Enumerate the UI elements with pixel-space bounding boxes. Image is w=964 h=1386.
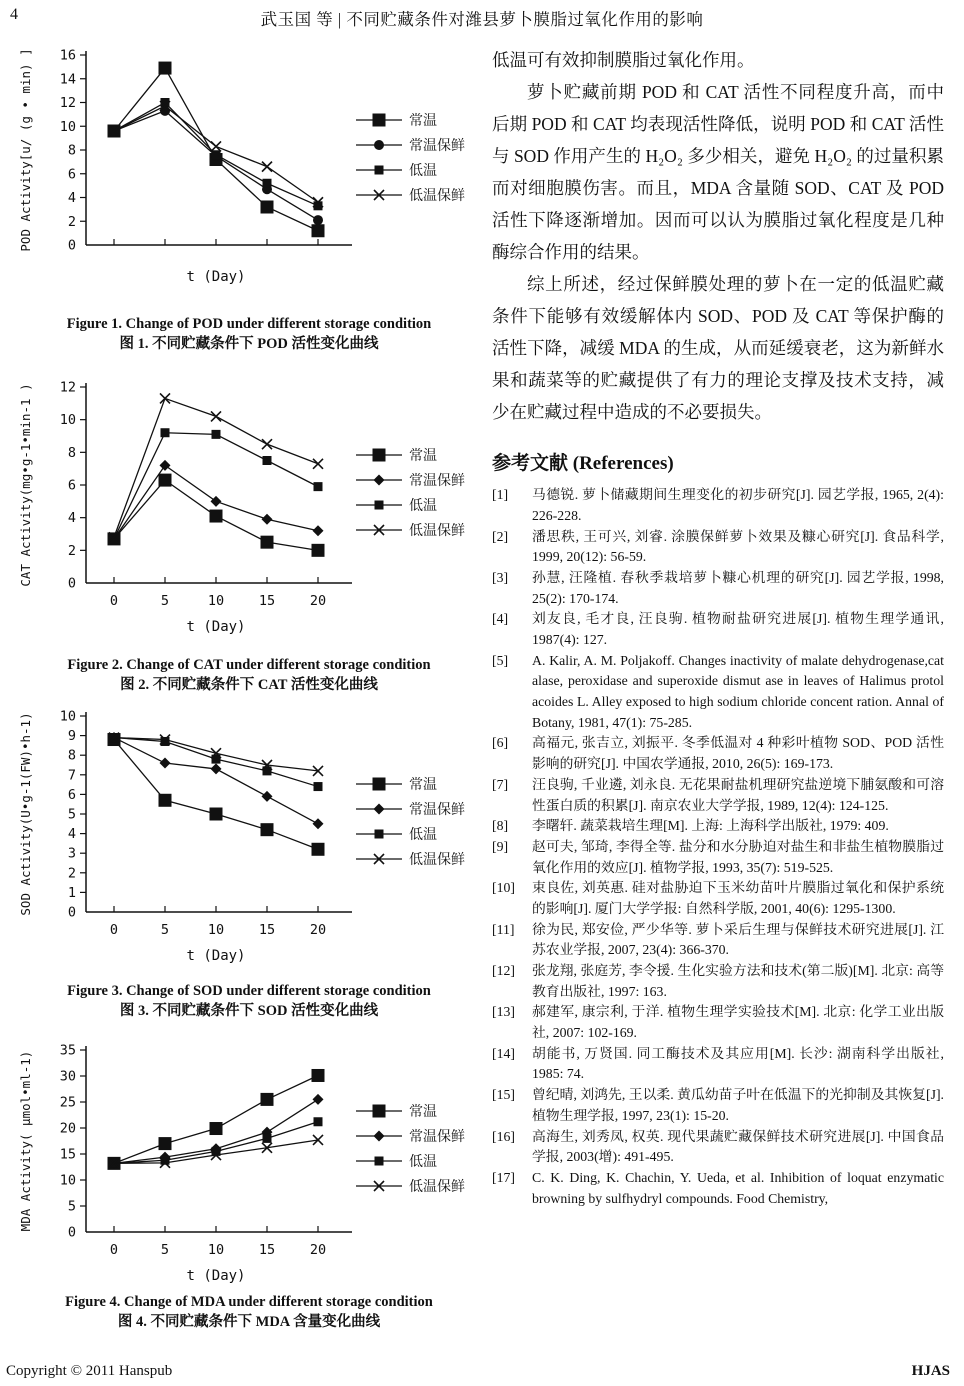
figure-4-caption-en: Figure 4. Change of MDA under different storage condition: [65, 1294, 433, 1310]
svg-text:6: 6: [67, 786, 76, 803]
reference-number: [8]: [492, 818, 509, 834]
svg-text:25: 25: [59, 1094, 76, 1111]
svg-text:20: 20: [59, 1120, 76, 1137]
svg-text:常温保鲜: 常温保鲜: [409, 139, 465, 154]
svg-text:3: 3: [67, 845, 76, 862]
svg-text:10: 10: [59, 1172, 76, 1189]
reference-item: [492, 651, 944, 734]
reference-number: [2]: [492, 528, 509, 544]
figure-2-cat: [14, 375, 484, 696]
svg-text:20: 20: [309, 922, 327, 938]
figure-1-caption: [14, 314, 484, 355]
svg-text:常温: 常温: [409, 114, 437, 129]
figure-3-caption-zh: 图 3. 不同贮藏条件下 SOD 活性变化曲线: [119, 1003, 379, 1020]
figure-3-sod: [14, 700, 484, 1022]
figure-1-caption-zh: 图 1. 不同贮藏条件下 POD 活性变化曲线: [119, 336, 379, 353]
reference-number: [13]: [492, 1004, 515, 1020]
svg-text:t (Day): t (Day): [186, 948, 246, 964]
svg-text:t (Day): t (Day): [186, 269, 246, 285]
reference-number: [3]: [492, 569, 509, 585]
svg-text:16: 16: [59, 47, 76, 64]
svg-text:9: 9: [67, 728, 76, 745]
page-number: 4: [10, 6, 18, 23]
figure-4-mda: [14, 1040, 484, 1333]
reference-text: 郝建军, 康宗利, 于洋. 植物生理学实验技术[M]. 北京: 化学工业出版社, 2007: 102-169.: [532, 1004, 944, 1041]
reference-item: [492, 527, 944, 568]
journal-abbreviation: HJAS: [911, 1363, 950, 1379]
figure-2-caption-en: Figure 2. Change of CAT under different storage condition: [67, 657, 431, 673]
copyright-notice: Copyright © 2011 Hanspub: [6, 1363, 173, 1379]
svg-text:常温: 常温: [409, 778, 437, 793]
svg-text:5: 5: [160, 922, 170, 938]
pod-line-chart: [14, 45, 484, 290]
svg-text:常温保鲜: 常温保鲜: [409, 803, 465, 818]
svg-text:2: 2: [67, 865, 76, 882]
reference-item: [492, 920, 944, 961]
reference-text: 汪良驹, 千业遴, 刘永良. 无花果耐盐机理研究盐逆境下脯氨酸和可溶性蛋白质的积累[J]. 南京农业大学学报, 1989, 12(4): 124-125.: [532, 776, 944, 813]
svg-text:常温: 常温: [409, 449, 437, 464]
svg-text:12: 12: [59, 379, 76, 396]
svg-text:1: 1: [67, 884, 76, 901]
reference-number: [12]: [492, 963, 515, 978]
svg-text:2: 2: [67, 213, 76, 230]
svg-text:低温: 低温: [409, 828, 437, 843]
svg-text:8: 8: [67, 747, 76, 764]
svg-text:14: 14: [59, 71, 76, 88]
reference-item: [492, 1044, 944, 1085]
svg-text:20: 20: [309, 593, 327, 609]
svg-text:35: 35: [59, 1042, 76, 1059]
figure-2-caption: [14, 655, 484, 696]
body-paragraph: 萝卜贮藏前期 POD 和 CAT 活性不同程度升高，而中后期 POD 和 CAT 均表现活性降低，说明 POD 和 CAT 活性与 SOD 作用产生的 H₂O₂ 多少相关，避免 H₂O₂ 的过量积累而对细胞膜伤害。而且，MDA 含量随 SOD、CAT 及 POD 活性下降逐渐增加。因而可以认为膜脂过氧化程度是几种酶综合作用的结果。: [492, 82, 944, 263]
svg-text:SOD Activity(U•g-1(FW)•h-1): SOD Activity(U•g-1(FW)•h-1): [18, 712, 33, 916]
svg-text:0: 0: [67, 904, 76, 921]
svg-text:10: 10: [207, 593, 225, 609]
figure-1-pod: [14, 45, 484, 355]
figure-3-caption: [14, 981, 484, 1022]
svg-text:低温保鲜: 低温保鲜: [409, 189, 465, 204]
figure-4-caption-zh: 图 4. 不同贮藏条件下 MDA 含量变化曲线: [117, 1314, 381, 1331]
reference-item: [492, 733, 944, 774]
svg-text:CAT Activity(mg•g-1•min-1 ): CAT Activity(mg•g-1•min-1 ): [18, 383, 33, 587]
svg-text:0: 0: [109, 593, 119, 609]
reference-text: 高福元, 张吉立, 刘振平. 冬季低温对 4 种彩叶植物 SOD、POD 活性影响的研究[J]. 中国农学通报, 2010, 26(5): 169-173.: [532, 735, 944, 772]
reference-item: [492, 1168, 944, 1209]
reference-text: 张龙翔, 张庭芳, 李令援. 生化实验方法和技术(第二版)[M]. 北京: 高等教育出版社, 1997: 163.: [532, 963, 944, 999]
figure-1-caption-en: Figure 1. Change of POD under different storage condition: [66, 316, 432, 332]
reference-number: [17]: [492, 1169, 515, 1185]
svg-text:15: 15: [258, 593, 276, 609]
reference-text: 徐为民, 郑安俭, 严少华等. 萝卜采后生理与保鲜技术研究进展[J]. 江苏农业学报, 2007, 23(4): 366-370.: [532, 921, 944, 958]
reference-item: [492, 775, 944, 816]
running-header-title: 武玉国 等 | 不同贮藏条件对潍县萝卜膜脂过氧化作用的影响: [260, 10, 704, 29]
figure-3-caption-en: Figure 3. Change of SOD under different storage condition: [67, 983, 431, 999]
pod-chart-svg: [14, 45, 484, 290]
svg-text:低温: 低温: [409, 1155, 437, 1170]
svg-text:8: 8: [67, 142, 76, 159]
reference-number: [9]: [492, 838, 509, 854]
svg-text:4: 4: [67, 510, 76, 527]
svg-text:0: 0: [67, 575, 76, 592]
text-column: [492, 44, 944, 1209]
svg-text:10: 10: [59, 708, 76, 725]
svg-text:t (Day): t (Day): [186, 1268, 246, 1284]
svg-text:5: 5: [67, 1198, 76, 1215]
svg-text:t (Day): t (Day): [186, 619, 246, 635]
svg-text:15: 15: [59, 1146, 76, 1163]
svg-text:7: 7: [67, 767, 76, 784]
cat-line-chart: [14, 375, 484, 643]
reference-number: [7]: [492, 776, 509, 792]
svg-text:MDA Activity( μmol•ml-1): MDA Activity( μmol•ml-1): [18, 1050, 33, 1232]
reference-text: 李曙轩. 蔬菜栽培生理[M]. 上海: 上海科学出版社, 1979: 409.: [532, 818, 889, 834]
svg-text:6: 6: [67, 166, 76, 183]
reference-number: [1]: [492, 487, 509, 503]
figure-2-caption-zh: 图 2. 不同贮藏条件下 CAT 活性变化曲线: [120, 677, 378, 694]
reference-number: [5]: [492, 652, 509, 668]
svg-text:15: 15: [258, 1242, 276, 1258]
svg-text:30: 30: [59, 1068, 76, 1085]
sod-line-chart: [14, 700, 484, 972]
svg-text:4: 4: [67, 826, 76, 843]
svg-text:低温保鲜: 低温保鲜: [409, 524, 465, 539]
reference-item: [492, 1002, 944, 1043]
reference-text: 高海生, 刘秀凤, 权英. 现代果蔬贮藏保鲜技术研究进展[J]. 中国食品学报, 2003(增): 491-495.: [532, 1128, 944, 1165]
svg-text:0: 0: [109, 922, 119, 938]
reference-text: 潘思秩, 王可兴, 刘睿. 涂膜保鲜萝卜效果及糠心研究[J]. 食品科学, 1999, 20(12): 56-59.: [532, 528, 944, 565]
svg-text:10: 10: [59, 118, 76, 135]
svg-text:0: 0: [67, 237, 76, 254]
cat-chart-svg: [14, 375, 484, 643]
reference-item: [492, 816, 944, 837]
svg-text:低温: 低温: [409, 164, 437, 179]
svg-text:8: 8: [67, 444, 76, 461]
reference-text: 束良佐, 刘英惠. 硅对盐胁迫下玉米幼苗叶片膜脂过氧化和保护系统的影响[J]. 厦门大学学报: 自然科学版, 2001, 40(6): 1295-1300.: [532, 880, 944, 916]
references-list: [492, 485, 944, 1209]
reference-number: [11]: [492, 921, 515, 937]
svg-text:0: 0: [67, 1224, 76, 1241]
reference-item: [492, 568, 944, 609]
svg-text:20: 20: [309, 1242, 327, 1258]
reference-number: [14]: [492, 1045, 515, 1061]
svg-text:常温保鲜: 常温保鲜: [409, 1130, 465, 1145]
svg-text:常温保鲜: 常温保鲜: [409, 474, 465, 489]
mda-line-chart: [14, 1040, 484, 1288]
reference-text: C. K. Ding, K. Chachin, Y. Ueda, et al. Inhibition of loquat enzymatic browning by sulfhydryl compounds. Food Chemistry,: [532, 1169, 944, 1206]
sod-chart-svg: [14, 700, 484, 972]
reference-item: [492, 1085, 944, 1126]
mda-chart-svg: [14, 1040, 484, 1288]
svg-text:10: 10: [207, 1242, 225, 1258]
reference-text: 赵可夫, 邹琦, 李得全等. 盐分和水分胁迫对盐生和非盐生植物膜脂过氧化作用的效应[J]. 植物学报, 1993, 35(7): 519-525.: [532, 838, 944, 875]
reference-number: [10]: [492, 880, 515, 896]
svg-text:5: 5: [160, 593, 170, 609]
svg-text:POD Activity[u/ (g • min) ]: POD Activity[u/ (g • min) ]: [18, 48, 33, 252]
body-paragraph: 综上所述，经过保鲜膜处理的萝卜在一定的低温贮藏条件下能够有效缓解体内 SOD、POD 及 CAT 等保护酶的活性下降，减缓 MDA 的生成，从而延缓衰老，这为新鲜水果和蔬菜等的贮藏提供了有力的理论支撑及技术支持，减少在贮藏过程中造成的不必要损失。: [492, 274, 944, 423]
reference-item: [492, 961, 944, 1002]
reference-item: [492, 485, 944, 526]
references-heading: 参考文献 (References): [492, 453, 674, 475]
svg-text:12: 12: [59, 95, 76, 111]
svg-text:低温保鲜: 低温保鲜: [409, 1180, 465, 1195]
reference-text: 马德锐. 萝卜储藏期间生理变化的初步研究[J]. 园艺学报, 1965, 2(4): 226-228.: [532, 487, 944, 523]
reference-text: 刘友良, 毛才良, 汪良驹. 植物耐盐研究进展[J]. 植物生理学通讯, 1987(4): 127.: [532, 611, 944, 647]
reference-item: [492, 837, 944, 878]
reference-number: [16]: [492, 1128, 515, 1144]
reference-item: [492, 1127, 944, 1168]
svg-text:5: 5: [160, 1242, 170, 1258]
figure-4-caption: [14, 1292, 484, 1333]
reference-item: [492, 878, 944, 919]
reference-item: [492, 609, 944, 650]
body-paragraph: 低温可有效抑制膜脂过氧化作用。: [492, 50, 755, 70]
svg-text:低温保鲜: 低温保鲜: [409, 853, 465, 868]
svg-text:15: 15: [258, 922, 276, 938]
svg-text:6: 6: [67, 477, 76, 494]
reference-text: 曾纪晴, 刘鸿先, 王以柔. 黄瓜幼苗子叶在低温下的光抑制及其恢复[J]. 植物生理学报, 1997, 23(1): 15-20.: [532, 1087, 944, 1123]
svg-text:0: 0: [109, 1242, 119, 1258]
svg-text:5: 5: [67, 806, 76, 823]
reference-number: [6]: [492, 735, 509, 751]
reference-number: [15]: [492, 1087, 515, 1103]
svg-text:4: 4: [67, 190, 76, 206]
svg-text:低温: 低温: [409, 499, 437, 514]
svg-text:2: 2: [67, 542, 76, 559]
svg-text:常温: 常温: [409, 1105, 437, 1120]
reference-text: 孙慧, 汪隆植. 春秋季栽培萝卜糠心机理的研究[J]. 园艺学报, 1998, 25(2): 170-174.: [532, 569, 944, 606]
svg-text:10: 10: [59, 412, 76, 429]
reference-text: A. Kalir, A. M. Poljakoff. Changes inactivity of malate dehydrogenase,cat alase, peroxidase and superoxide dismut ase in leaves of Halimus protol acoides L. Alley exposed to high sodium chloride concent ration. Annal of Botany, 1981, 47(1): 75-285.: [532, 652, 944, 730]
reference-text: 胡能书, 万贤国. 同工酶技术及其应用[M]. 长沙: 湖南科学出版社, 1985: 74.: [532, 1045, 944, 1082]
figures-column: [14, 40, 484, 1340]
reference-number: [4]: [492, 611, 509, 627]
svg-text:10: 10: [207, 922, 225, 938]
